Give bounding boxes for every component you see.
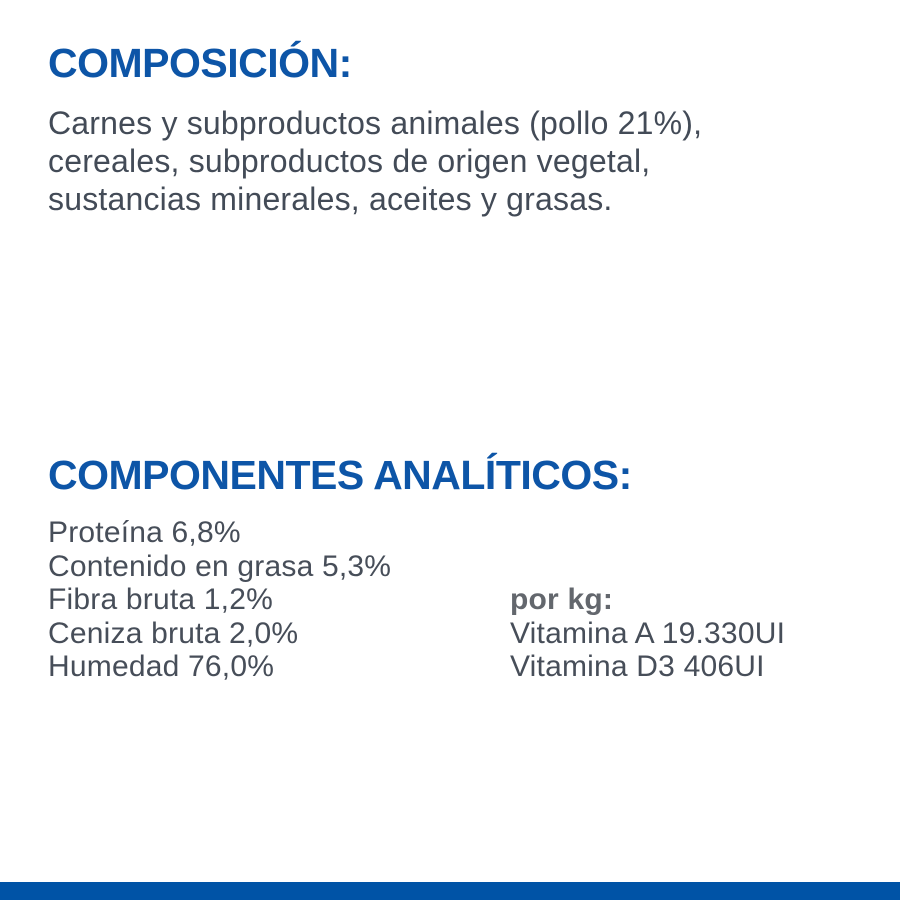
list-item-fiber: Fibra bruta 1,2% [48,583,273,616]
per-kg-column [510,583,785,684]
footer-bar [0,882,900,900]
vitamin-a-value: Vitamina A 19.330UI [510,616,786,650]
composition-body-line: sustancias minerales, aceites y grasas. [48,181,613,217]
per-kg-label: por kg: [510,583,614,616]
vitamin-d3-value: Vitamina D3 406UI [510,650,765,683]
composition-heading: COMPOSICIÓN: [48,40,352,86]
list-item-protein: Proteína 6,8% [48,516,241,549]
analytical-components-list [48,516,391,684]
analytical-components-heading: COMPONENTES ANALÍTICOS: [48,452,632,498]
composition-body-line: cereales, subproductos de origen vegetal, [48,143,651,179]
list-item-moisture: Humedad 76,0% [48,650,275,683]
list-item-fat: Contenido en grasa 5,3% [48,549,392,583]
composition-body [48,104,788,218]
list-item-ash: Ceniza bruta 2,0% [48,616,299,650]
composition-body-line: Carnes y subproductos animales (pollo 21%), [48,105,703,141]
